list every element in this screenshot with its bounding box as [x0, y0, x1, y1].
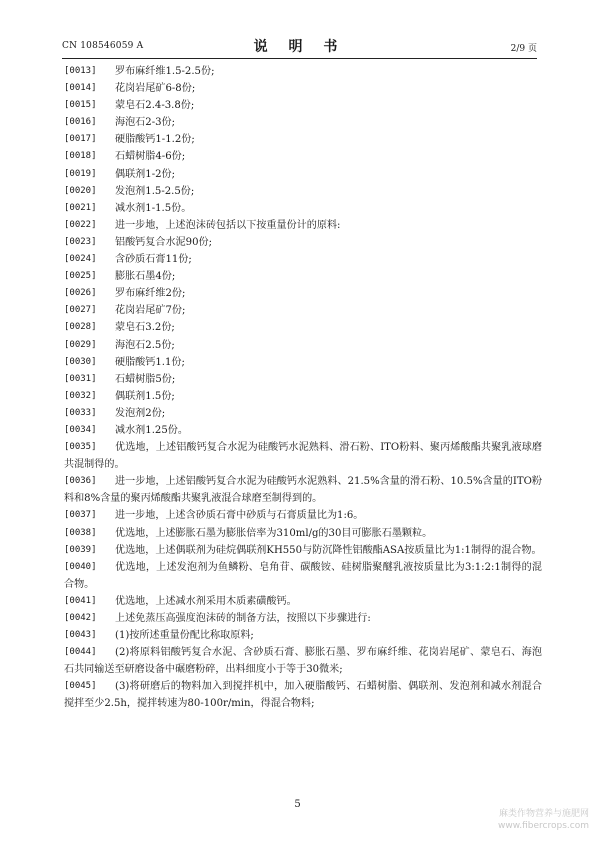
- paragraph-number: [0021]: [64, 202, 97, 213]
- paragraph-text: 罗布麻纤维2份;: [115, 288, 186, 300]
- document-body: [64, 63, 542, 713]
- paragraph: [64, 319, 542, 336]
- paragraph-text: 进一步地，上述泡沫砖包括以下按重量份计的原料:: [115, 219, 341, 231]
- paragraph-text: 优选地，上述膨胀石墨为膨胀倍率为310ml/g的30目可膨胀石墨颗粒。: [115, 527, 433, 539]
- paragraph-text: (3)将研磨后的物料加入到搅拌机中，加入硬脂酸钙、石蜡树脂、偶联剂、发泡剂和减水剂混合搅拌至少2.5h，搅拌转速为80-100r/min，得混合物料;: [64, 681, 542, 710]
- paragraph: [64, 114, 542, 131]
- paragraph-number: [0022]: [64, 219, 97, 230]
- paragraph-text: 发泡剂1.5-2.5份;: [115, 185, 195, 197]
- paragraph: [64, 678, 542, 712]
- page-number: 5: [294, 799, 301, 810]
- paragraph-number: [0041]: [64, 595, 97, 606]
- paragraph: [64, 371, 542, 388]
- paragraph-number: [0031]: [64, 373, 97, 384]
- watermark-line-2: www.fibercrops.com: [498, 821, 589, 831]
- paragraph-number: [0038]: [64, 527, 97, 538]
- paragraph-text: 优选地，上述减水剂采用木质素磺酸钙。: [115, 595, 297, 607]
- paragraph-number: [0024]: [64, 254, 97, 265]
- paragraph-number: [0023]: [64, 236, 97, 247]
- paragraph-number: [0042]: [64, 613, 97, 623]
- paragraph: [64, 268, 542, 285]
- paragraph: [64, 337, 542, 354]
- paragraph: [64, 405, 542, 422]
- paragraph-number: [0019]: [64, 168, 97, 179]
- page-count: 2/9 页: [510, 44, 537, 54]
- paragraph: [64, 200, 542, 217]
- paragraph: [64, 439, 542, 473]
- paragraph-text: 膨胀石墨4份;: [115, 271, 176, 283]
- watermark-line-1: 麻类作物营养与施肥网: [498, 809, 589, 819]
- paragraph-text: 石蜡树脂5份;: [115, 373, 176, 385]
- page-header: [62, 34, 537, 58]
- paragraph-number: [0027]: [64, 305, 97, 316]
- paragraph-text: 偶联剂1.5份;: [115, 390, 175, 402]
- paragraph: [64, 388, 542, 405]
- paragraph-text: 海泡石2-3份;: [115, 117, 176, 129]
- paragraph-number: [0016]: [64, 117, 97, 128]
- paragraph: [64, 251, 542, 268]
- paragraph: [64, 610, 542, 627]
- paragraph-text: 优选地，上述发泡剂为鱼鳞粉、皂角苷、碳酸铵、硅树脂聚醚乳液按质量比为3:1:2:1制得的混合物。: [64, 561, 542, 590]
- paragraph: [64, 166, 542, 183]
- paragraph-text: 蒙皂石2.4-3.8份;: [115, 100, 195, 112]
- paragraph-text: 罗布麻纤维1.5-2.5份;: [115, 66, 215, 77]
- paragraph-number: [0035]: [64, 442, 97, 453]
- paragraph-text: 蒙皂石3.2份;: [115, 322, 175, 334]
- paragraph-number: [0039]: [64, 544, 97, 555]
- paragraph-text: 优选地，上述铝酸钙复合水泥为硅酸钙水泥熟料、滑石粉、ITO粉料、聚丙烯酸酯共聚乳液球磨共混制得的。: [64, 442, 542, 471]
- paragraph-number: [0029]: [64, 339, 97, 350]
- paragraph: [64, 559, 542, 593]
- paragraph: [64, 302, 542, 319]
- paragraph: [64, 525, 542, 542]
- paragraph-text: 石蜡树脂4-6份;: [115, 151, 186, 163]
- paragraph-number: [0020]: [64, 185, 97, 196]
- watermark: [498, 808, 589, 832]
- paragraph: [64, 354, 542, 371]
- paragraph-number: [0033]: [64, 407, 97, 418]
- paragraph-text: 海泡石2.5份;: [115, 339, 175, 351]
- paragraph-text: 铝酸钙复合水泥90份;: [115, 236, 212, 248]
- paragraph-number: [0043]: [64, 630, 97, 641]
- paragraph: [64, 627, 542, 644]
- paragraph-number: [0025]: [64, 271, 97, 282]
- paragraph-number: [0015]: [64, 100, 97, 111]
- paragraph: [64, 97, 542, 114]
- paragraph-number: [0014]: [64, 83, 97, 94]
- paragraph-number: [0044]: [64, 647, 97, 658]
- paragraph-text: 硬脂酸钙1-1.2份;: [115, 134, 195, 146]
- paragraph-number: [0018]: [64, 151, 97, 162]
- paragraph-text: 进一步地，上述铝酸钙复合水泥为硅酸钙水泥熟料、21.5%含量的滑石粉、10.5%含量的ITO粉料和8%含量的聚丙烯酸酯共聚乳液混合球磨至制得到的。: [64, 476, 542, 505]
- paragraph: [64, 183, 542, 200]
- paragraph-number: [0017]: [64, 134, 97, 145]
- paragraph-text: 减水剂1.25份。: [115, 424, 188, 436]
- paragraph-text: 硬脂酸钙1.1份;: [115, 356, 185, 368]
- paragraph-number: [0040]: [64, 561, 97, 572]
- paragraph-number: [0028]: [64, 322, 97, 333]
- paragraph-text: (2)将原料铝酸钙复合水泥、含砂质石膏、膨胀石墨、罗布麻纤维、花岗岩尾矿、蒙皂石、海泡石共同输送至研磨设备中碾磨粉碎，出料细度小于等于30微米;: [64, 647, 542, 676]
- paragraph-text: 发泡剂2份;: [115, 407, 166, 419]
- paragraph: [64, 422, 542, 439]
- paragraph-text: 优选地，上述偶联剂为硅烷偶联剂KH550与防沉降性铝酸酯ASA按质量比为1:1制得的混合物。: [115, 544, 542, 556]
- paragraph: [64, 593, 542, 610]
- paragraph-number: [0034]: [64, 424, 97, 435]
- paragraph: [64, 507, 542, 524]
- document-title: 说 明 书: [253, 39, 346, 55]
- paragraph: [64, 473, 542, 507]
- paragraph: [64, 63, 542, 80]
- paragraph-text: 含砂质石膏11份;: [115, 254, 192, 266]
- paragraph-text: 进一步地，上述含砂质石膏中砂质与石膏质量比为1:6。: [115, 510, 364, 522]
- paragraph: [64, 542, 542, 559]
- paragraph: [64, 131, 542, 148]
- paragraph-number: [0026]: [64, 288, 97, 299]
- header-rule: [62, 58, 537, 59]
- paragraph: [64, 80, 542, 97]
- document-number: CN 108546059 A: [62, 41, 144, 51]
- paragraph: [64, 234, 542, 251]
- paragraph-text: 上述免蒸压高强度泡沫砖的制备方法，按照以下步骤进行:: [115, 613, 371, 624]
- paragraph-number: [0032]: [64, 390, 97, 401]
- paragraph-number: [0045]: [64, 681, 97, 692]
- paragraph-text: 花岗岩尾矿6-8份;: [115, 83, 196, 95]
- paragraph-number: [0030]: [64, 356, 97, 367]
- paragraph-text: 偶联剂1-2份;: [115, 168, 176, 180]
- paragraph: [64, 644, 542, 678]
- paragraph-number: [0037]: [64, 510, 97, 521]
- paragraph-number: [0013]: [64, 66, 97, 76]
- paragraph-text: (1)按所述重量份配比称取原料;: [115, 630, 254, 642]
- paragraph-text: 花岗岩尾矿7份;: [115, 305, 186, 317]
- paragraph: [64, 148, 542, 165]
- paragraph: [64, 285, 542, 302]
- paragraph-number: [0036]: [64, 476, 97, 487]
- paragraph-text: 减水剂1-1.5份。: [115, 202, 192, 214]
- paragraph: [64, 217, 542, 234]
